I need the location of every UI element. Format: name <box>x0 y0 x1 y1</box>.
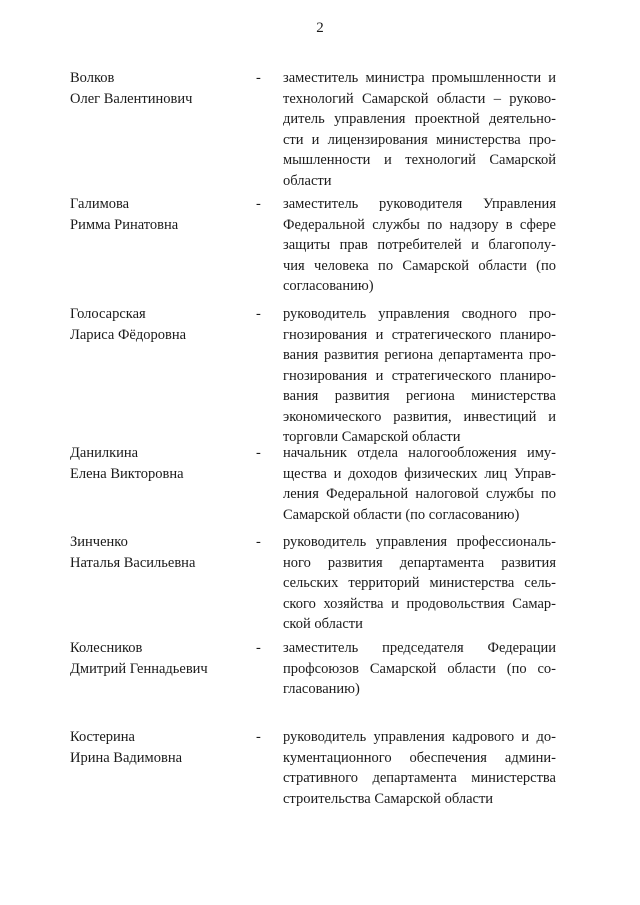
position-line: сти и лицензирования министерства про- <box>283 131 556 148</box>
position-line: заместитель председателя Федерации <box>283 640 556 656</box>
position-line: заместитель руководителя Управления <box>283 196 556 212</box>
position-line: торговли Самарской области <box>283 429 461 445</box>
member-name <box>70 727 250 768</box>
member-name <box>70 532 250 573</box>
position-line: технологий Самарской области – руково- <box>283 90 556 107</box>
member-given-name: Лариса Фёдоровна <box>70 326 187 343</box>
member-position <box>283 727 556 809</box>
position-line: согласованию) <box>283 278 374 294</box>
position-line: мышленности и технологий Самарской <box>283 152 556 168</box>
position-line: гнозирования и стратегического планиро- <box>283 326 556 343</box>
member-given-name: Наталья Васильевна <box>70 554 196 571</box>
member-surname: Галимова <box>70 196 130 212</box>
position-line: ления Федеральной налоговой службы по <box>283 486 556 502</box>
separator-dash: - <box>256 445 261 461</box>
member-position <box>283 638 556 700</box>
position-line: ской области <box>283 616 363 632</box>
member-name <box>70 68 250 109</box>
position-line: гласованию) <box>283 681 360 697</box>
member-name <box>70 304 250 345</box>
position-line: руководитель управления кадрового и до- <box>283 729 556 745</box>
page-number: 2 <box>316 20 324 36</box>
position-line: щества и доходов физических лиц Управ- <box>283 465 556 482</box>
position-line: экономического развития, инвестиций и <box>283 408 556 425</box>
position-line: ского хозяйства и продовольствия Самар- <box>283 595 556 612</box>
position-line: вания развития региона министерства <box>283 388 556 404</box>
member-surname: Данилкина <box>70 445 139 461</box>
position-line: кументационного обеспечения админи- <box>283 749 556 766</box>
member-surname: Зинченко <box>70 534 128 550</box>
position-line: гнозирования и стратегического планиро- <box>283 367 556 384</box>
member-name <box>70 443 250 484</box>
separator-dash: - <box>256 70 261 86</box>
member-given-name: Ирина Вадимовна <box>70 749 183 766</box>
member-name <box>70 638 250 679</box>
member-given-name: Дмитрий Геннадьевич <box>70 660 208 677</box>
member-name <box>70 194 250 235</box>
separator-dash: - <box>256 196 261 212</box>
position-line: профсоюзов Самарской области (по со- <box>283 660 556 677</box>
member-surname: Костерина <box>70 729 135 745</box>
position-line: строительства Самарской области <box>283 790 494 807</box>
separator-dash: - <box>256 729 261 745</box>
member-surname: Колесников <box>70 640 143 656</box>
member-surname: Волков <box>70 70 115 86</box>
position-line: начальник отдела налогообложения иму- <box>283 445 556 461</box>
position-line: ного развития департамента развития <box>283 554 556 571</box>
position-line: сельских территорий министерства сель- <box>283 575 556 591</box>
position-line: руководитель управления профессиональ- <box>283 534 556 550</box>
member-given-name: Римма Ринатовна <box>70 216 179 233</box>
member-position <box>283 194 556 297</box>
position-line: защиты прав потребителей и благополу- <box>283 237 556 253</box>
position-line: Самарской области (по согласованию) <box>283 506 520 523</box>
position-line: области <box>283 172 332 189</box>
member-position <box>283 304 556 448</box>
member-position <box>283 68 556 191</box>
member-position <box>283 443 556 525</box>
separator-dash: - <box>256 306 261 322</box>
separator-dash: - <box>256 534 261 550</box>
member-position <box>283 532 556 635</box>
position-line: Федеральной службы по надзору в сфере <box>283 216 556 233</box>
member-given-name: Елена Викторовна <box>70 465 184 482</box>
member-given-name: Олег Валентинович <box>70 90 193 107</box>
position-line: стративного департамента министерства <box>283 770 556 786</box>
position-line: дитель управления проектной деятельно- <box>283 111 556 127</box>
position-line: заместитель министра промышленности и <box>283 70 556 86</box>
separator-dash: - <box>256 640 261 656</box>
position-line: руководитель управления сводного про- <box>283 306 556 322</box>
member-surname: Голосарская <box>70 306 146 322</box>
position-line: чия человека по Самарской области (по <box>283 257 556 274</box>
position-line: вания развития региона департамента про- <box>283 347 556 363</box>
